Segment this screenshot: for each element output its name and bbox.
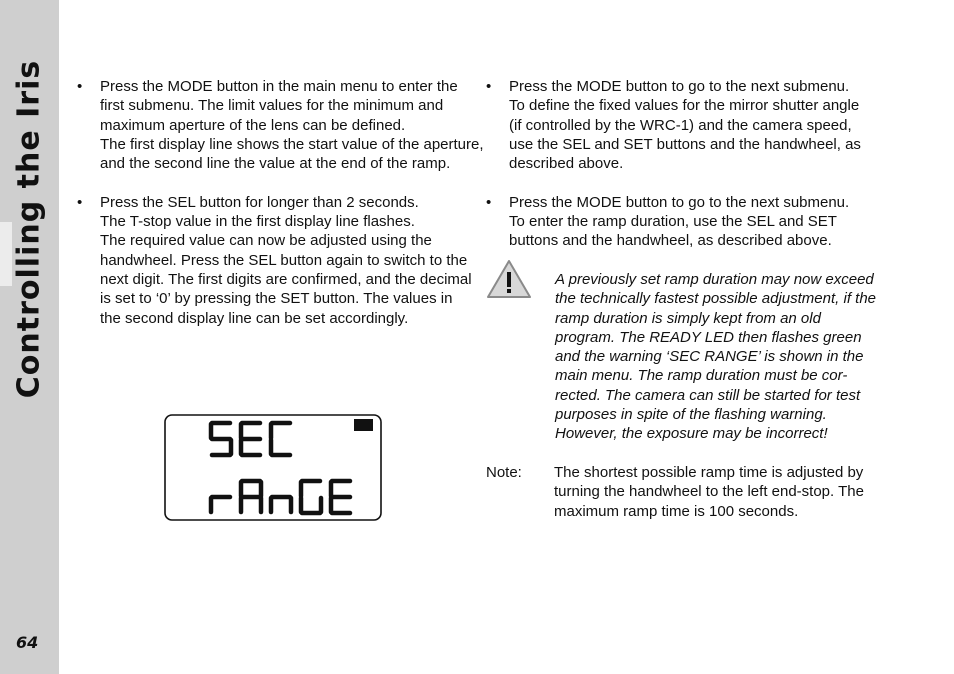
lcd-indicator — [354, 419, 373, 431]
note-line: turning the handwheel to the left end-stop. The — [554, 483, 864, 501]
text-line: The first display line shows the start value of the aperture, — [100, 135, 484, 153]
warning-line: main menu. The ramp duration must be cor- — [555, 367, 848, 385]
text-line: maximum aperture of the lens can be defined. — [100, 116, 406, 134]
bullet: • — [77, 78, 83, 95]
warning-line: the technically fastest possible adjustment, if the — [555, 290, 877, 308]
warning-block — [486, 270, 881, 444]
bullet: • — [486, 193, 492, 211]
sidebar — [0, 0, 59, 674]
list-item — [77, 77, 484, 173]
lcd-display — [164, 414, 382, 521]
note-label: Note: — [486, 463, 522, 481]
text-line: buttons and the handwheel, as described above. — [509, 232, 832, 250]
right-column — [486, 77, 881, 521]
note-line: The shortest possible ramp time is adjusted by — [554, 463, 864, 481]
warning-line: ramp duration is simply kept from an old — [555, 309, 821, 327]
text-line: Press the SEL button for longer than 2 seconds. — [100, 193, 419, 211]
list-item — [77, 193, 472, 328]
text-line: and the second line the value at the end of the ramp. — [100, 155, 451, 173]
warning-line: rected. The camera can still be started for test — [555, 386, 861, 404]
text-line: use the SEL and SET buttons and the handwheel, as — [509, 135, 861, 153]
sidebar-highlight-band — [0, 222, 12, 286]
note-block — [486, 463, 881, 521]
text-line: described above. — [509, 155, 624, 173]
text-line: The required value can now be adjusted using the — [100, 232, 432, 250]
text-line: To define the fixed values for the mirror shutter angle — [509, 97, 860, 115]
text-line: handwheel. Press the SEL button again to switch to the — [100, 251, 468, 269]
warning-line: However, the exposure may be incorrect! — [555, 425, 828, 443]
list-item — [486, 77, 881, 173]
note-line: maximum ramp time is 100 seconds. — [554, 502, 799, 520]
warning-line: purposes in spite of the flashing warning. — [555, 406, 827, 424]
text-line: To enter the ramp duration, use the SEL and SET — [509, 213, 837, 231]
warning-line: program. The READY LED then flashes green — [555, 328, 862, 346]
warning-line: and the warning ‘SEC RANGE’ is shown in the — [555, 348, 864, 366]
text-line: Press the MODE button to go to the next submenu. — [509, 193, 850, 211]
bullet: • — [77, 193, 83, 211]
text-line: Press the MODE button to go to the next submenu. — [509, 78, 850, 95]
list-item — [486, 193, 881, 251]
text-line: (if controlled by the WRC-1) and the camera speed, — [509, 116, 852, 134]
warning-line: A previously set ramp duration may now exceed — [555, 270, 874, 288]
text-line: first submenu. The limit values for the minimum and — [100, 97, 444, 115]
chapter-title-text: Controlling the Iris — [11, 59, 47, 399]
bullet: • — [486, 78, 492, 95]
text-line: next digit. The first digits are confirmed, and the decimal — [100, 270, 472, 288]
text-line: is set to ‘0’ by pressing the SET button. The values in — [100, 290, 453, 308]
text-line: Press the MODE button in the main menu to enter the — [100, 78, 458, 95]
text-line: The T-stop value in the first display line flashes. — [100, 213, 415, 231]
left-column — [77, 77, 484, 347]
text-line: the second display line can be set accordingly. — [100, 309, 409, 327]
warning-triangle-icon — [486, 258, 532, 300]
page-number: 64 — [16, 633, 39, 652]
